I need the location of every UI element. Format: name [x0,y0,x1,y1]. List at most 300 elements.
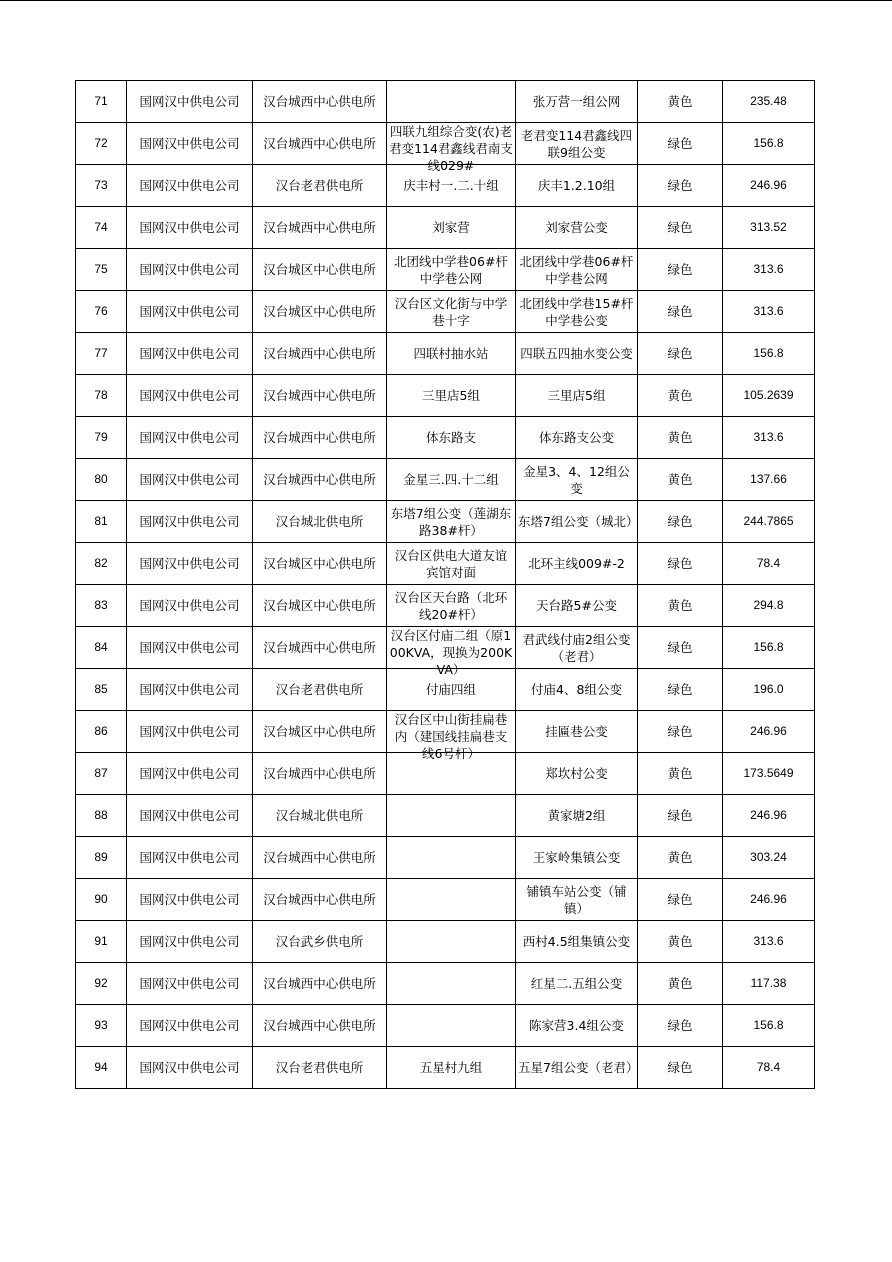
location-cell [387,291,516,333]
color-cell [638,837,723,879]
company-cell-text: 国网汉中供电公司 [139,1060,240,1075]
table-row [76,123,815,165]
station-cell [253,711,387,753]
color-cell-text: 绿色 [667,808,693,823]
station-cell [253,627,387,669]
color-cell [638,1005,723,1047]
color-cell-text: 黄色 [667,472,693,487]
station-cell [253,417,387,459]
transformer-cell [516,669,638,711]
color-cell-text: 黄色 [667,850,693,865]
location-cell [387,1047,516,1089]
data-table [75,80,815,1089]
table-row [76,585,815,627]
row-number-cell [76,711,127,753]
company-cell [127,921,253,963]
value-cell [723,417,815,459]
color-cell [638,711,723,753]
transformer-cell [516,123,638,165]
color-cell-text: 绿色 [667,1060,693,1075]
value-cell-text: 313.52 [750,220,787,234]
table-row [76,837,815,879]
value-cell [723,585,815,627]
row-number-cell [76,585,127,627]
table-row [76,81,815,123]
value-cell-text: 156.8 [753,346,784,360]
company-cell [127,879,253,921]
value-cell-text: 313.6 [753,304,784,318]
color-cell [638,207,723,249]
station-cell [253,123,387,165]
value-cell [723,207,815,249]
value-cell-text: 78.4 [756,1060,781,1074]
company-cell [127,417,253,459]
company-cell-text: 国网汉中供电公司 [139,94,240,109]
transformer-cell-text: 五星7组公变（老君） [518,1060,639,1075]
row-number-cell-text: 76 [94,304,108,318]
transformer-cell-text: 北团线中学巷15#杆中学巷公变 [519,295,634,328]
location-cell-text: 体东路支 [425,430,476,445]
row-number-cell [76,123,127,165]
color-cell-text: 绿色 [667,724,693,739]
station-cell [253,249,387,291]
transformer-cell-text: 君武线付庙2组公变（老君） [522,631,631,664]
value-cell [723,543,815,585]
color-cell [638,669,723,711]
value-cell [723,711,815,753]
station-cell-text: 汉台城西中心供电所 [263,388,376,403]
transformer-cell-text: 老君变114君鑫线四联9组公变 [520,127,633,160]
row-number-cell [76,921,127,963]
transformer-cell [516,207,638,249]
value-cell-text: 196.0 [753,682,784,696]
station-cell [253,291,387,333]
company-cell-text: 国网汉中供电公司 [139,556,240,571]
row-number-cell-text: 75 [94,262,108,276]
row-number-cell-text: 72 [94,136,108,150]
row-number-cell-text: 73 [94,178,108,192]
station-cell [253,501,387,543]
color-cell [638,165,723,207]
row-number-cell [76,249,127,291]
row-number-cell-text: 74 [94,220,108,234]
row-number-cell-text: 89 [94,850,108,864]
company-cell [127,627,253,669]
location-cell-text: 四联村抽水站 [413,346,489,361]
transformer-cell-text: 金星3、4、12组公变 [523,463,630,496]
transformer-cell-text: 四联五四抽水变公变 [520,346,633,361]
station-cell-text: 汉台城区中心供电所 [263,724,376,739]
color-cell-text: 绿色 [667,262,693,277]
value-cell [723,627,815,669]
color-cell-text: 黄色 [667,976,693,991]
row-number-cell [76,669,127,711]
station-cell [253,753,387,795]
row-number-cell [76,1005,127,1047]
value-cell [723,963,815,1005]
color-cell-text: 绿色 [667,514,693,529]
transformer-cell [516,711,638,753]
color-cell-text: 绿色 [667,892,693,907]
transformer-cell-text: 王家岭集镇公变 [532,850,621,865]
row-number-cell-text: 92 [94,976,108,990]
transformer-cell-text: 黄家塘2组 [547,808,606,823]
row-number-cell-text: 94 [94,1060,108,1074]
location-cell [387,375,516,417]
color-cell [638,333,723,375]
row-number-cell-text: 82 [94,556,108,570]
color-cell [638,1047,723,1089]
color-cell-text: 绿色 [667,640,693,655]
value-cell [723,249,815,291]
value-cell [723,81,815,123]
color-cell [638,123,723,165]
location-cell [387,543,516,585]
color-cell [638,627,723,669]
transformer-cell [516,837,638,879]
company-cell-text: 国网汉中供电公司 [139,724,240,739]
company-cell [127,585,253,627]
location-cell [387,501,516,543]
company-cell-text: 国网汉中供电公司 [139,682,240,697]
company-cell [127,165,253,207]
transformer-cell-text: 体东路支公变 [538,430,614,445]
company-cell-text: 国网汉中供电公司 [139,892,240,907]
value-cell-text: 313.6 [753,430,784,444]
row-number-cell [76,1047,127,1089]
company-cell [127,249,253,291]
station-cell-text: 汉台老君供电所 [275,1060,364,1075]
transformer-cell [516,921,638,963]
table-row [76,921,815,963]
color-cell [638,81,723,123]
company-cell-text: 国网汉中供电公司 [139,514,240,529]
row-number-cell-text: 80 [94,472,108,486]
color-cell-text: 黄色 [667,598,693,613]
color-cell [638,921,723,963]
transformer-cell [516,963,638,1005]
station-cell-text: 汉台城西中心供电所 [263,472,376,487]
row-number-cell-text: 71 [94,94,108,108]
station-cell [253,921,387,963]
value-cell-text: 156.8 [753,640,784,654]
location-cell [387,795,516,837]
transformer-cell [516,627,638,669]
company-cell [127,333,253,375]
value-cell-text: 303.24 [750,850,787,864]
transformer-cell [516,291,638,333]
transformer-cell [516,417,638,459]
row-number-cell [76,165,127,207]
color-cell-text: 绿色 [667,304,693,319]
row-number-cell-text: 83 [94,598,108,612]
station-cell [253,795,387,837]
transformer-cell-text: 陈家营3.4组公变 [529,1018,624,1033]
value-cell-text: 313.6 [753,262,784,276]
station-cell-text: 汉台城西中心供电所 [263,640,376,655]
color-cell [638,543,723,585]
value-cell [723,375,815,417]
station-cell-text: 汉台城西中心供电所 [263,892,376,907]
table-row [76,207,815,249]
station-cell-text: 汉台城西中心供电所 [263,766,376,781]
value-cell-text: 246.96 [750,724,787,738]
table-row [76,291,815,333]
value-cell [723,501,815,543]
table-row [76,543,815,585]
transformer-cell [516,81,638,123]
station-cell-text: 汉台城西中心供电所 [263,346,376,361]
station-cell [253,375,387,417]
company-cell-text: 国网汉中供电公司 [139,430,240,445]
location-cell-text: 刘家营 [432,220,470,235]
color-cell [638,501,723,543]
location-cell-text: 汉台区文化街与中学巷十字 [394,295,508,328]
row-number-cell-text: 87 [94,766,108,780]
station-cell-text: 汉台城西中心供电所 [263,976,376,991]
company-cell-text: 国网汉中供电公司 [139,346,240,361]
transformer-cell-text: 东塔7组公变（城北） [518,514,639,529]
station-cell-text: 汉台城区中心供电所 [263,262,376,277]
company-cell [127,501,253,543]
company-cell-text: 国网汉中供电公司 [139,766,240,781]
company-cell [127,123,253,165]
row-number-cell [76,375,127,417]
row-number-cell [76,837,127,879]
station-cell-text: 汉台城区中心供电所 [263,556,376,571]
company-cell [127,711,253,753]
company-cell-text: 国网汉中供电公司 [139,136,240,151]
company-cell [127,963,253,1005]
location-cell [387,921,516,963]
transformer-cell [516,165,638,207]
station-cell [253,879,387,921]
company-cell [127,1005,253,1047]
company-cell-text: 国网汉中供电公司 [139,304,240,319]
station-cell-text: 汉台城区中心供电所 [263,304,376,319]
transformer-cell [516,1047,638,1089]
table-row [76,501,815,543]
value-cell-text: 313.6 [753,934,784,948]
station-cell [253,837,387,879]
color-cell [638,879,723,921]
station-cell [253,333,387,375]
transformer-cell [516,375,638,417]
station-cell-text: 汉台武乡供电所 [275,934,364,949]
value-cell [723,459,815,501]
station-cell-text: 汉台城北供电所 [275,514,364,529]
table-body [76,81,815,1089]
transformer-cell-text: 刘家营公变 [545,220,608,235]
value-cell-text: 246.96 [750,892,787,906]
color-cell [638,249,723,291]
table-row [76,375,815,417]
location-cell-text: 五星村九组 [419,1060,483,1075]
station-cell-text: 汉台老君供电所 [275,178,364,193]
value-cell-text: 246.96 [750,178,787,192]
value-cell-text: 78.4 [756,556,781,570]
location-cell-text: 三里店5组 [422,388,480,403]
table-row [76,459,815,501]
company-cell [127,375,253,417]
company-cell-text: 国网汉中供电公司 [139,934,240,949]
row-number-cell-text: 81 [94,514,108,528]
location-cell [387,711,516,761]
table-row [76,963,815,1005]
station-cell-text: 汉台老君供电所 [275,682,364,697]
table-row [76,1047,815,1089]
transformer-cell [516,459,638,501]
table-row [76,333,815,375]
color-cell [638,417,723,459]
color-cell [638,375,723,417]
company-cell [127,837,253,879]
row-number-cell-text: 91 [94,934,108,948]
row-number-cell-text: 77 [94,346,108,360]
transformer-cell [516,585,638,627]
station-cell [253,1047,387,1089]
location-cell [387,963,516,1005]
company-cell-text: 国网汉中供电公司 [139,388,240,403]
location-cell [387,333,516,375]
row-number-cell [76,543,127,585]
row-number-cell-text: 79 [94,430,108,444]
company-cell-text: 国网汉中供电公司 [139,220,240,235]
company-cell [127,81,253,123]
value-cell-text: 105.2639 [743,388,794,402]
station-cell-text: 汉台城西中心供电所 [263,1018,376,1033]
transformer-cell-text: 付庙4、8组公变 [531,682,622,697]
color-cell [638,585,723,627]
value-cell [723,879,815,921]
station-cell [253,459,387,501]
color-cell-text: 绿色 [667,346,693,361]
value-cell [723,669,815,711]
color-cell [638,459,723,501]
transformer-cell [516,879,638,921]
table-row [76,249,815,291]
location-cell [387,837,516,879]
value-cell-text: 235.48 [750,94,787,108]
station-cell [253,207,387,249]
location-cell-text: 北团线中学巷06#杆中学巷公网 [394,253,508,286]
company-cell-text: 国网汉中供电公司 [139,850,240,865]
station-cell [253,165,387,207]
row-number-cell [76,753,127,795]
station-cell-text: 汉台城西中心供电所 [263,136,376,151]
color-cell-text: 黄色 [667,388,693,403]
transformer-cell [516,543,638,585]
value-cell-text: 137.66 [750,472,787,486]
color-cell-text: 绿色 [667,682,693,697]
transformer-cell-text: 红星二.五组公变 [530,976,623,991]
location-cell [387,1005,516,1047]
company-cell [127,1047,253,1089]
color-cell-text: 绿色 [667,178,693,193]
company-cell [127,291,253,333]
value-cell [723,291,815,333]
company-cell-text: 国网汉中供电公司 [139,472,240,487]
location-cell-text: 汉台区供电大道友谊宾馆对面 [394,547,508,580]
station-cell [253,81,387,123]
color-cell-text: 黄色 [667,430,693,445]
row-number-cell-text: 84 [94,640,108,654]
value-cell [723,837,815,879]
row-number-cell [76,207,127,249]
transformer-cell-text: 西村4.5组集镇公变 [522,934,631,949]
transformer-cell-text: 天台路5#公变 [536,598,617,613]
value-cell [723,921,815,963]
location-cell-text: 汉台区中山街挂扁巷内（建国线挂扁巷支线6号杆） [394,712,508,761]
transformer-cell-text: 三里店5组 [547,388,606,403]
value-cell [723,333,815,375]
station-cell [253,543,387,585]
station-cell-text: 汉台城西中心供电所 [263,850,376,865]
station-cell-text: 汉台城西中心供电所 [263,220,376,235]
value-cell-text: 117.38 [750,976,787,990]
transformer-cell [516,333,638,375]
row-number-cell-text: 78 [94,388,108,402]
color-cell-text: 黄色 [667,934,693,949]
location-cell-text: 付庙四组 [425,682,476,697]
row-number-cell [76,333,127,375]
value-cell [723,165,815,207]
transformer-cell-text: 挂匾巷公变 [545,724,608,739]
transformer-cell-text: 庆丰1.2.10组 [537,178,616,193]
station-cell-text: 汉台城北供电所 [275,808,364,823]
transformer-cell-text: 铺镇车站公变（铺镇） [526,883,627,916]
row-number-cell-text: 85 [94,682,108,696]
company-cell-text: 国网汉中供电公司 [139,598,240,613]
color-cell-text: 绿色 [667,136,693,151]
location-cell-text: 汉台区天台路（北环线20#杆） [394,589,508,622]
value-cell-text: 294.8 [753,598,784,612]
station-cell-text: 汉台城区中心供电所 [263,598,376,613]
location-cell-text: 汉台区付庙二组（原100KVA，现换为200KVA） [389,628,513,677]
station-cell [253,585,387,627]
location-cell [387,123,516,173]
table-row [76,795,815,837]
value-cell-text: 156.8 [753,1018,784,1032]
location-cell [387,459,516,501]
value-cell-text: 156.8 [753,136,784,150]
company-cell-text: 国网汉中供电公司 [139,262,240,277]
value-cell [723,753,815,795]
transformer-cell-text: 北团线中学巷06#杆中学巷公网 [519,253,634,286]
row-number-cell [76,459,127,501]
row-number-cell [76,879,127,921]
row-number-cell [76,291,127,333]
row-number-cell-text: 86 [94,724,108,738]
transformer-cell-text: 郑坎村公变 [545,766,608,781]
value-cell-text: 244.7865 [743,514,794,528]
location-cell-text: 四联九组综合变(农)老君变114君鑫线君南支线029# [389,124,513,173]
location-cell [387,585,516,627]
station-cell [253,963,387,1005]
value-cell [723,1005,815,1047]
transformer-cell [516,1005,638,1047]
station-cell [253,669,387,711]
color-cell-text: 黄色 [667,766,693,781]
row-number-cell [76,627,127,669]
value-cell [723,1047,815,1089]
location-cell [387,81,516,123]
location-cell-text: 东塔7组公变（莲湖东路38#杆） [390,505,512,538]
company-cell-text: 国网汉中供电公司 [139,640,240,655]
row-number-cell [76,417,127,459]
transformer-cell [516,501,638,543]
color-cell [638,963,723,1005]
